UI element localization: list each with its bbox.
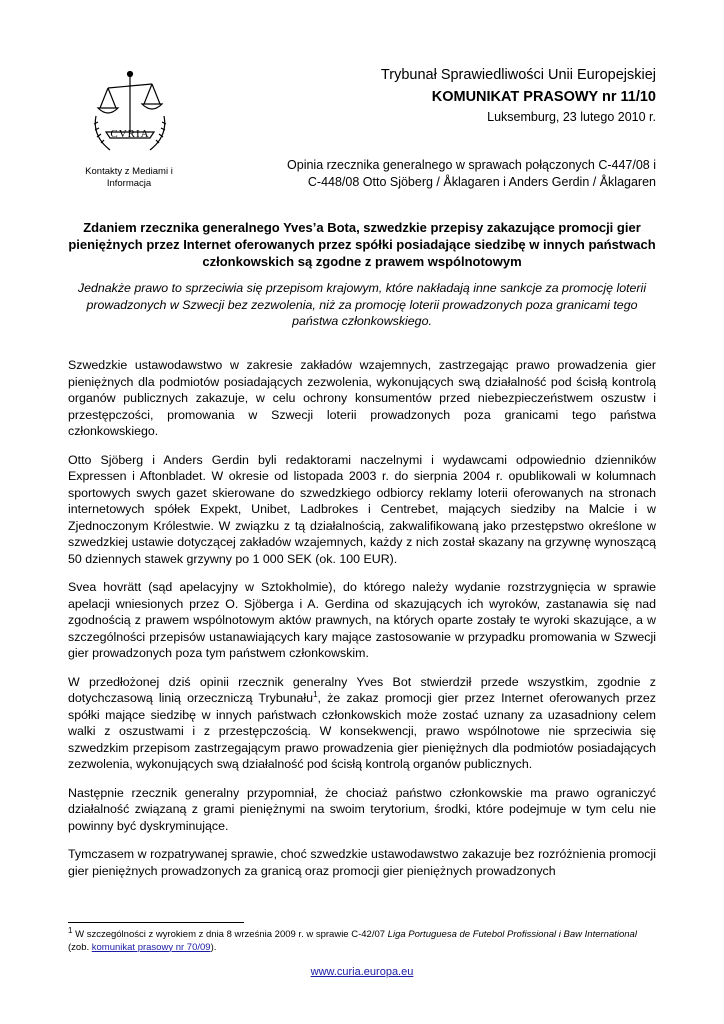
paragraph-6: Tymczasem w rozpatrywanej sprawie, choć szwedzkie ustawodawstwo zakazuje bez rozróżnienia promocji gier pieniężnych prowadzonych za granicą oraz promocji gier pieniężnych prowadzonych — [68, 847, 656, 878]
curia-website-link[interactable]: www.curia.europa.eu — [310, 966, 414, 978]
media-contact-label: Kontakty z Mediami i Informacja — [85, 166, 173, 189]
opinion-line-2: C-448/08 Otto Sjöberg / Åklagaren i Anders Gerdin / Åklagaren — [307, 174, 656, 189]
paragraph-4-part-2: , że zakaz promocji gier przez Internet oferowanych przez spółki mające siedzibę w innych państwach członkowskich może zostać uznany za uzasadniony celem walki z oszustwami i z przestępczością. W konsekwencji, prawo wspólnotowe nie sprzeciwia się szwedzkim przepisom zastrzegającym prawo prowadzenia gier pieniężnych dla podmiotów posiadających zezwolenia, wykonujących swą działalność pod ścisłą kontrolą organów publicznych. — [68, 691, 656, 771]
release-date: Luksemburg, 23 lutego 2010 r. — [487, 110, 656, 124]
paragraph-1: Szwedzkie ustawodawstwo w zakresie zakładów wzajemnych, zastrzegając prawo prowadzenia gier pieniężnych dla podmiotów posiadających zezwolenia, wykonujących swą działalność pod ścisłą kontrolą organów publicznych zakazuje, w celu ochrony konsumentów przed niebezpieczeństwem oszustw i przestępczości, promowania w Szwecji loterii prowadzonych poza granicami tego państwa członkowskiego. — [68, 358, 656, 438]
press-release-number: KOMUNIKAT PRASOWY nr 11/10 — [431, 89, 656, 105]
body-text — [68, 357, 656, 891]
footnote-text: W szczególności z wyrokiem z dnia 8 września 2009 r. w sprawie C-42/07 — [72, 929, 388, 940]
footnote-number: 1 — [68, 925, 73, 935]
paragraph-4 — [68, 674, 656, 773]
subheadline: Jednakże prawo to sprzeciwia się przepisom krajowym, które nakładają inne sankcje za promocję loterii prowadzonych w Szwecji bez zezwolenia, niż za promocję loterii prowadzonych poza granicami tego państwa członkowskiego. — [77, 281, 647, 328]
footnote-text-end: ). — [210, 941, 217, 953]
footer-url-container — [0, 966, 724, 978]
scales-of-justice-icon — [88, 66, 172, 166]
press-release-link[interactable]: komunikat prasowy nr 70/09 — [91, 941, 211, 953]
footnote-case-name: Liga Portuguesa de Futebol Profissional i Baw International — [387, 929, 637, 940]
footnote — [68, 925, 656, 954]
logo-text: CVRIA — [110, 128, 150, 140]
paragraph-2: Otto Sjöberg i Anders Gerdin byli redaktorami naczelnymi i wydawcami odpowiednio dzienników Expressen i Aftonbladet. W okresie od listopada 2003 r. do sierpnia 2004 r. opublikowali w kolumnach sportowych swych gazet skierowane do szwedzkiego odbiorcy reklamy loterii oferowanych na stronach internetowych spółek Expekt, Unibet, Ladbrokes i Centrebet, mających siedziby na Malcie i w Zjednoczonym Królestwie. W związku z tą działalnością, zakwalifikowaną jako przestępstwo określone w szwedzkiej ustawie dotyczącej zakładów wzajemnych, każdy z nich został skazany na grzywnę wynoszącą 50 dziennych stawek grzywny po 1 000 SEK (ok. 100 EUR). — [68, 452, 656, 566]
paragraph-5: Następnie rzecznik generalny przypomniał, że chociaż państwo członkowskie ma prawo ograniczyć działalność związaną z grami pieniężnymi na swoim terytorium, środki, które podejmuje w tym celu nie powinny być dyskryminujące. — [68, 785, 656, 833]
opinion-line-1: Opinia rzecznika generalnego w sprawach połączonych C-447/08 i — [287, 158, 656, 172]
footnote-ref[interactable]: 1 — [313, 689, 318, 699]
paragraph-3: Svea hovrätt (sąd apelacyjny w Sztokholmie), do którego należy wydanie rozstrzygnięcia w sprawie apelacji wniesionych przez O. Sjöberga i A. Gerdina od skazujących ich wyroków, zastanawia się nad zgodnością z prawem wspólnotowym aktów prawnych, na których oparte zostały te wyroki skazujące, a w szczególności przepisów ustanawiających kary mające zastosowanie w przypadku promowania w Szwecji gier prowadzonych poza tym państwem członkowskim. — [68, 580, 656, 660]
opinion-reference — [226, 157, 656, 190]
curia-logo — [88, 66, 172, 166]
paragraph-4-part-1: W przedłożonej dziś opinii rzecznik generalny Yves Bot stwierdził przede wszystkim, zgodnie z dotychczasową linią orzeczniczą Trybunału — [68, 674, 656, 705]
court-name: Trybunał Sprawiedliwości Unii Europejskiej — [380, 67, 656, 83]
footnote-text-mid: (zob. — [68, 941, 92, 953]
footnote-divider — [68, 922, 244, 923]
headline: Zdaniem rzecznika generalnego Yves’a Bota, szwedzkie przepisy zakazujące promocji gier pieniężnych przez Internet oferowanych przez spółki posiadające siedzibę w innych państwach członkowskich są zgodne z prawem wspólnotowym — [68, 220, 656, 269]
